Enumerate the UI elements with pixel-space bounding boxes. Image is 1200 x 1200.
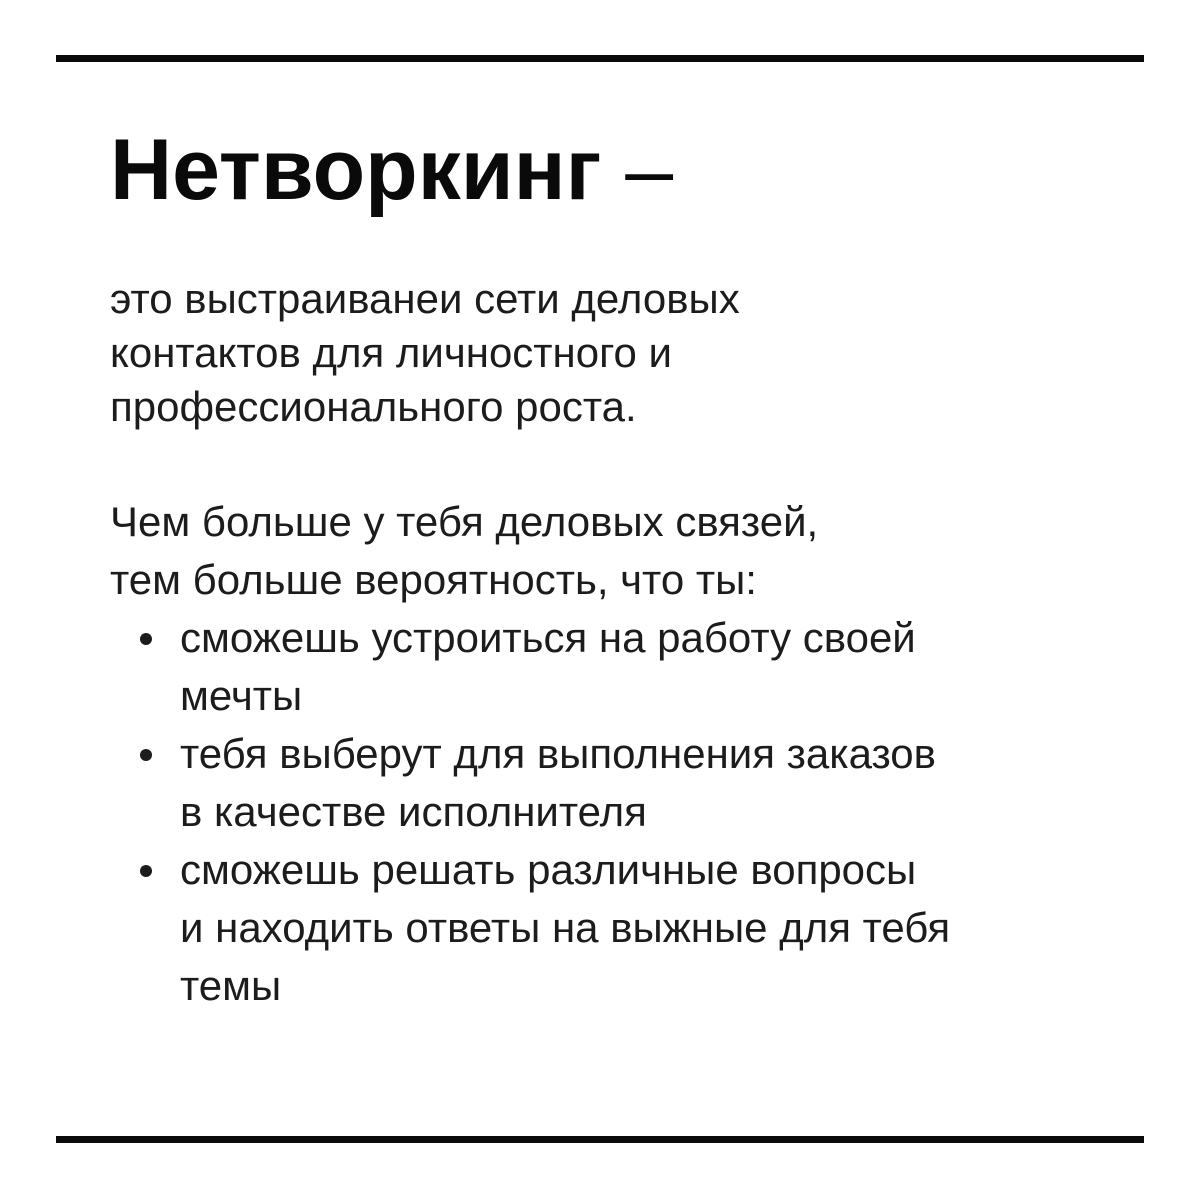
intro-text [110, 493, 818, 609]
list-item-line: мечты [180, 672, 303, 719]
bullet-icon [140, 865, 152, 877]
intro-line: тем больше вероятность, что ты: [110, 556, 757, 603]
definition-line: контактов для личностного и [110, 329, 672, 376]
definition-line: профессионального роста. [110, 383, 637, 430]
bullet-icon [140, 633, 152, 645]
list-item-line: и находить ответы на выжные для тебя [180, 904, 951, 951]
page-title [110, 118, 673, 222]
bullet-icon [140, 749, 152, 761]
title-dash: – [601, 122, 674, 218]
list-item-line: тебя выберут для выполнения заказов [180, 730, 936, 777]
list-item [110, 725, 950, 841]
title-heading: Нетворкинг [110, 122, 602, 218]
top-divider [56, 55, 1144, 62]
list-item-line: сможешь устроиться на работу своей [180, 614, 916, 661]
list-item [110, 841, 950, 1015]
list-item [110, 609, 950, 725]
definition-line: это выстраиванеи сети деловых [110, 275, 740, 322]
benefits-list [110, 609, 950, 1015]
list-item-line: сможешь решать различные вопросы [180, 846, 917, 893]
list-item-line: в качестве исполнителя [180, 788, 647, 835]
definition-text [110, 272, 740, 434]
bottom-divider [56, 1136, 1144, 1143]
intro-line: Чем больше у тебя деловых связей, [110, 498, 819, 545]
list-item-line: темы [180, 962, 282, 1009]
